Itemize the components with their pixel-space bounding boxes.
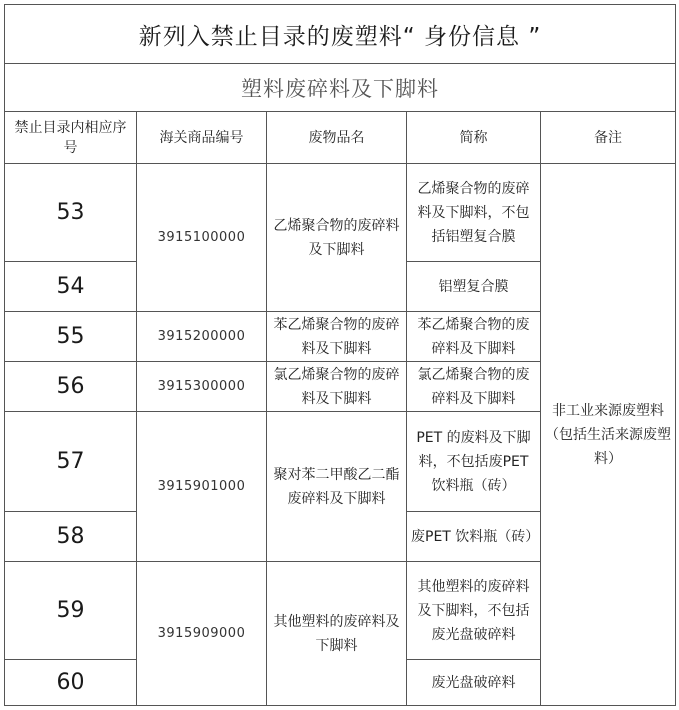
abbr-cell: 铝塑复合膜 [407, 262, 541, 312]
header-abbr: 简称 [407, 112, 541, 164]
seq-cell: 60 [5, 660, 137, 706]
name-cell: 其他塑料的废碎料及下脚料 [267, 562, 407, 706]
note-cell: 非工业来源废塑料（包括生活来源废塑料） [541, 164, 676, 706]
abbr-cell: 苯乙烯聚合物的废碎料及下脚料 [407, 312, 541, 362]
abbr-cell: 废PET 饮料瓶（砖） [407, 512, 541, 562]
code-cell: 3915300000 [137, 362, 267, 412]
abbr-cell: PET 的废料及下脚料，不包括废PET 饮料瓶（砖） [407, 412, 541, 512]
seq-cell: 53 [5, 164, 137, 262]
header-seq: 禁止目录内相应序号 [5, 112, 137, 164]
seq-cell: 55 [5, 312, 137, 362]
header-name: 废物品名 [267, 112, 407, 164]
table-title: 新列入禁止目录的废塑料“ 身份信息 ” [5, 5, 676, 64]
name-cell: 乙烯聚合物的废碎料及下脚料 [267, 164, 407, 312]
abbr-cell: 废光盘破碎料 [407, 660, 541, 706]
table-subtitle: 塑料废碎料及下脚料 [5, 64, 676, 112]
code-cell: 3915901000 [137, 412, 267, 562]
seq-cell: 58 [5, 512, 137, 562]
code-cell: 3915909000 [137, 562, 267, 706]
table-row [5, 164, 676, 262]
code-cell: 3915200000 [137, 312, 267, 362]
abbr-cell: 乙烯聚合物的废碎料及下脚料，不包括铝塑复合膜 [407, 164, 541, 262]
abbr-cell: 其他塑料的废碎料及下脚料，不包括废光盘破碎料 [407, 562, 541, 660]
name-cell: 苯乙烯聚合物的废碎料及下脚料 [267, 312, 407, 362]
seq-cell: 59 [5, 562, 137, 660]
waste-plastic-table [4, 4, 676, 706]
seq-cell: 56 [5, 362, 137, 412]
abbr-cell: 氯乙烯聚合物的废碎料及下脚料 [407, 362, 541, 412]
name-cell: 氯乙烯聚合物的废碎料及下脚料 [267, 362, 407, 412]
name-cell: 聚对苯二甲酸乙二酯废碎料及下脚料 [267, 412, 407, 562]
seq-cell: 54 [5, 262, 137, 312]
code-cell: 3915100000 [137, 164, 267, 312]
header-note: 备注 [541, 112, 676, 164]
header-code: 海关商品编号 [137, 112, 267, 164]
seq-cell: 57 [5, 412, 137, 512]
